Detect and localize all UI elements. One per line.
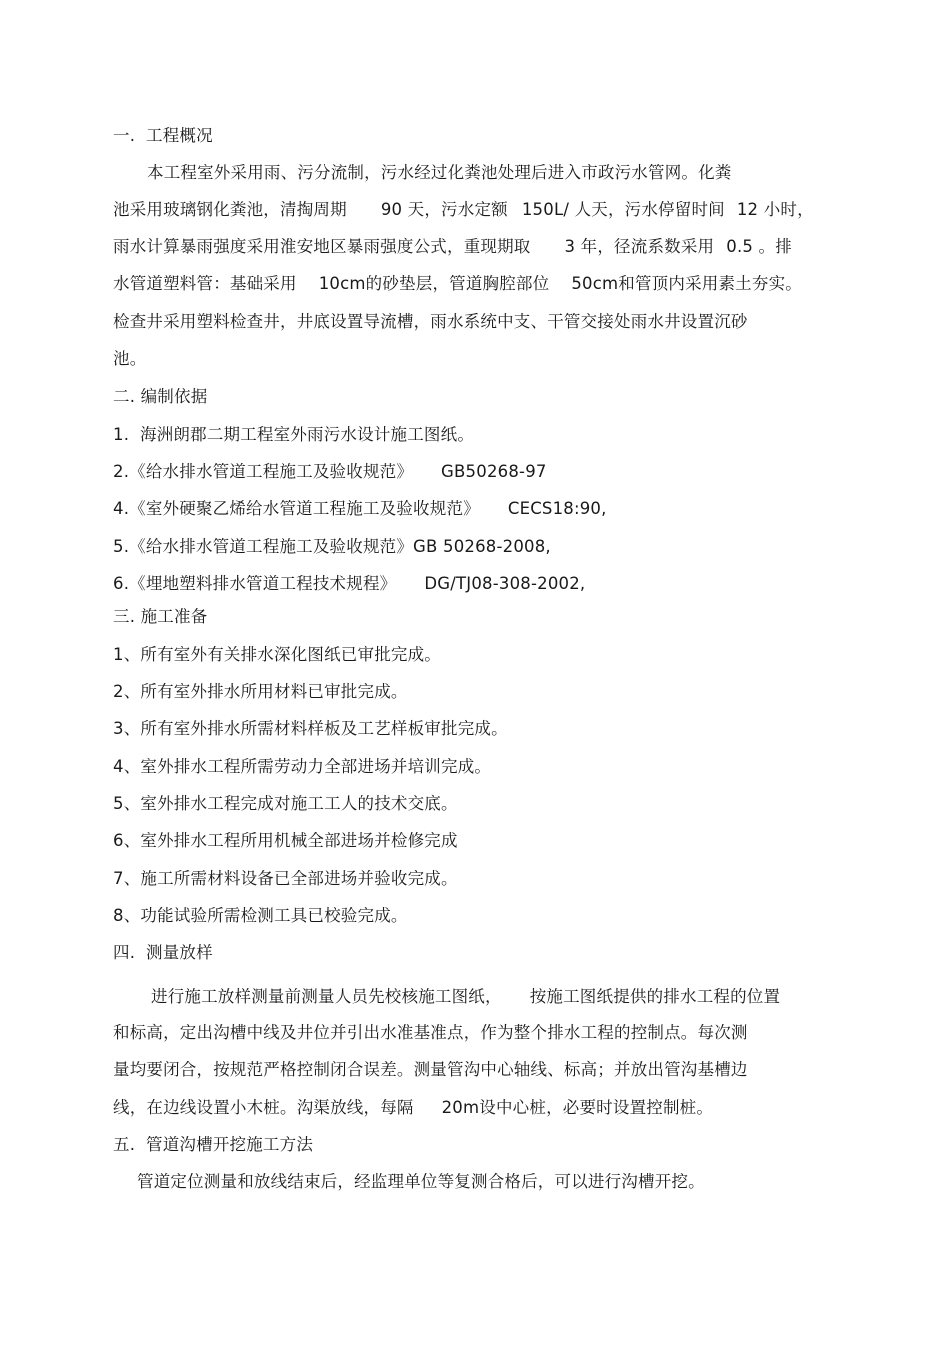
section-3-heading: 三. 施工准备 (113, 607, 208, 626)
section-1-heading: 一. 工程概况 (113, 126, 213, 145)
section-1-para-line: 本工程室外采用雨、污分流制，污水经过化粪池处理后进入市政污水管网。化粪 (147, 163, 732, 182)
reference-item: 5.《给水排水管道工程施工及验收规范》GB 50268-2008, (113, 537, 551, 556)
section-4-para-line: 和标高，定出沟槽中线及井位并引出水准基准点，作为整个排水工程的控制点。每次测 (113, 1023, 748, 1042)
reference-item: 6.《埋地塑料排水管道工程技术规程》 DG/TJ08-308-2002, (113, 574, 586, 593)
section-4-para-line: 进行施工放样测量前测量人员先校核施工图纸， 按施工图纸提供的排水工程的位置 (151, 987, 781, 1006)
section-2-heading: 二. 编制依据 (113, 387, 208, 406)
preparation-item: 6、室外排水工程所用机械全部进场并检修完成 (113, 831, 458, 850)
reference-code: DG/TJ08-308-2002, (424, 574, 586, 593)
preparation-item: 4、室外排水工程所需劳动力全部进场并培训完成。 (113, 757, 492, 776)
section-5-heading: 五. 管道沟槽开挖施工方法 (113, 1135, 314, 1154)
reference-item: 2.《给水排水管道工程施工及验收规范》 GB50268-97 (113, 462, 547, 481)
preparation-item: 2、所有室外排水所用材料已审批完成。 (113, 682, 408, 701)
preparation-item: 7、施工所需材料设备已全部进场并验收完成。 (113, 869, 458, 888)
preparation-item: 5、室外排水工程完成对施工工人的技术交底。 (113, 794, 458, 813)
section-1-para-line: 水管道塑料管：基础采用 10cm的砂垫层，管道胸腔部位 50cm和管顶内采用素土夯实。 (113, 274, 802, 293)
reference-code: GB50268-97 (441, 462, 547, 481)
section-1-para-line: 雨水计算暴雨强度采用淮安地区暴雨强度公式，重现期取 3 年，径流系数采用 0.5 。排 (113, 237, 792, 256)
section-1-para-line: 池。 (113, 349, 147, 368)
section-4-para-line: 量均要闭合，按规范严格控制闭合误差。测量管沟中心轴线、标高；并放出管沟基槽边 (113, 1060, 748, 1079)
reference-code: CECS18:90, (507, 499, 607, 518)
reference-item: 1. 海洲朗郡二期工程室外雨污水设计施工图纸。 (113, 425, 475, 444)
section-5-para-line: 管道定位测量和放线结束后，经监理单位等复测合格后，可以进行沟槽开挖。 (137, 1172, 705, 1191)
section-4-heading: 四. 测量放样 (113, 943, 213, 962)
preparation-item: 3、所有室外排水所需材料样板及工艺样板审批完成。 (113, 719, 508, 738)
preparation-item: 8、功能试验所需检测工具已校验完成。 (113, 906, 408, 925)
section-4-para-line: 线，在边线设置小木桩。沟渠放线，每隔 20m设中心桩，必要时设置控制桩。 (113, 1098, 714, 1117)
section-1-para-line: 检查井采用塑料检查井，井底设置导流槽，雨水系统中支、干管交接处雨水井设置沉砂 (113, 312, 748, 331)
reference-item: 4.《室外硬聚乙烯给水管道工程施工及验收规范》 CECS18:90, (113, 499, 607, 518)
preparation-item: 1、所有室外有关排水深化图纸已审批完成。 (113, 645, 441, 664)
section-1-para-line: 池采用玻璃钢化粪池，清掏周期 90 天，污水定额 150L/ 人天，污水停留时间 12 小时， (113, 200, 814, 219)
